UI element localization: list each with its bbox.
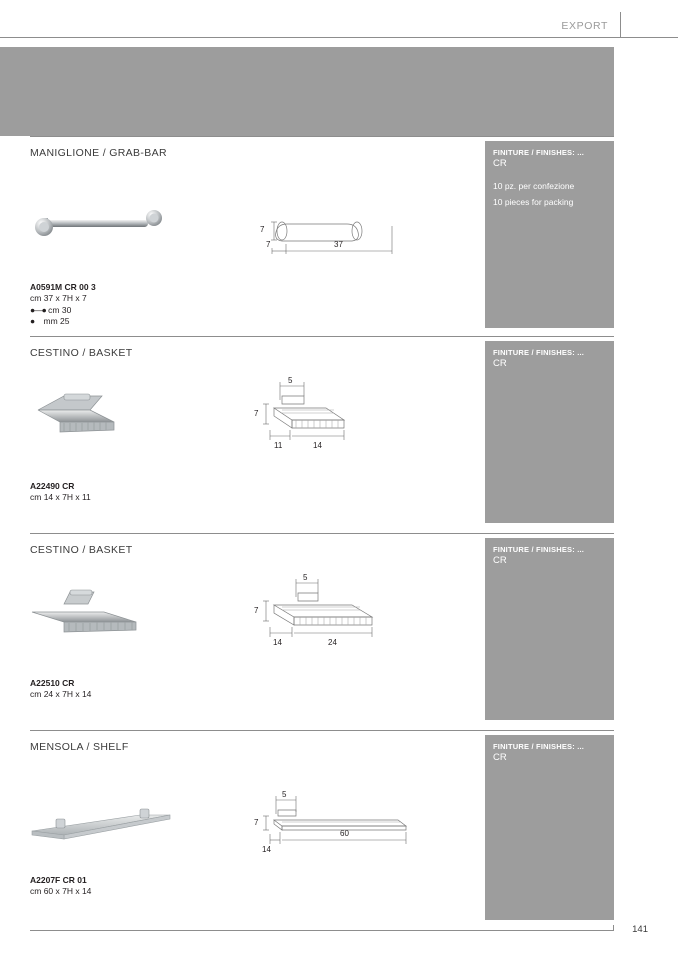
- dim-width: 24: [328, 638, 337, 647]
- product-photo: [28, 588, 140, 638]
- header-rule: [0, 37, 620, 38]
- dim-top: 5: [288, 376, 293, 385]
- product-code: A22510 CR: [30, 678, 75, 688]
- block-divider: [30, 136, 614, 137]
- arrow-icon: ●—●: [30, 305, 46, 315]
- product-code: A2207F CR 01: [30, 875, 87, 885]
- dim-depth: 14: [262, 845, 271, 854]
- finishes-title: FINITURE / FINISHES: ...: [493, 545, 585, 554]
- finishes-panel: [485, 735, 614, 920]
- product-block-basket-small: [0, 336, 678, 534]
- product-category-title: MENSOLA / SHELF: [30, 741, 129, 753]
- product-dimensions: cm 37 x 7H x 7: [30, 293, 87, 303]
- dim-width: 14: [313, 441, 322, 450]
- product-block-grab-bar: [0, 136, 678, 338]
- product-photo: [30, 388, 120, 443]
- product-photo: [28, 805, 173, 845]
- finishes-code: CR: [493, 555, 507, 566]
- page-number: 141: [632, 924, 648, 935]
- header-corner-box: [620, 12, 678, 38]
- finishes-panel: [485, 341, 614, 523]
- finishes-title: FINITURE / FINISHES: ...: [493, 742, 585, 751]
- product-dimensions: cm 14 x 7H x 11: [30, 492, 91, 502]
- packing-line-en: 10 pieces for packing: [493, 197, 574, 207]
- dim-depth: 7: [260, 225, 265, 234]
- finishes-code: CR: [493, 158, 507, 169]
- technical-drawing: [252, 374, 362, 454]
- dot-icon: ●: [30, 316, 36, 326]
- dim-width: 60: [340, 829, 349, 838]
- top-banner: [0, 47, 614, 136]
- footer-tick: [613, 925, 614, 931]
- page-header: [0, 0, 678, 46]
- dim-top: 5: [282, 790, 287, 799]
- finishes-code: CR: [493, 358, 507, 369]
- technical-drawing: [252, 571, 382, 651]
- product-block-basket-large: [0, 533, 678, 731]
- product-code: A22490 CR: [30, 481, 75, 491]
- product-dimensions: cm 60 x 7H x 14: [30, 886, 92, 896]
- product-block-shelf: [0, 730, 678, 926]
- dim-depth: 14: [273, 638, 282, 647]
- technical-drawing: [252, 208, 412, 258]
- block-divider: [30, 336, 614, 337]
- product-photo: [30, 204, 160, 244]
- footer-rule: [30, 930, 614, 931]
- product-extra-1: ●—● cm 30: [30, 305, 72, 315]
- block-divider: [30, 533, 614, 534]
- finishes-title: FINITURE / FINISHES: ...: [493, 348, 585, 357]
- product-code: A0591M CR 00 3: [30, 282, 96, 292]
- product-extra-2: ● mm 25: [30, 316, 70, 326]
- dim-side: 7: [266, 240, 271, 249]
- dim-top: 5: [303, 573, 308, 582]
- dim-height: 7: [254, 606, 259, 615]
- finishes-code: CR: [493, 752, 507, 763]
- dim-depth: 11: [274, 441, 283, 450]
- dim-height: 7: [254, 409, 259, 418]
- finishes-title: FINITURE / FINISHES: ...: [493, 148, 585, 157]
- product-category-title: MANIGLIONE / GRAB-BAR: [30, 147, 167, 159]
- block-divider: [30, 730, 614, 731]
- header-export-label: EXPORT: [561, 20, 608, 32]
- technical-drawing: [252, 788, 422, 858]
- finishes-panel: [485, 141, 614, 328]
- product-category-title: CESTINO / BASKET: [30, 347, 133, 359]
- packing-line-it: 10 pz. per confezione: [493, 181, 575, 191]
- dim-width: 37: [334, 240, 343, 249]
- dim-height: 7: [254, 818, 259, 827]
- finishes-panel: [485, 538, 614, 720]
- product-category-title: CESTINO / BASKET: [30, 544, 133, 556]
- product-dimensions: cm 24 x 7H x 14: [30, 689, 92, 699]
